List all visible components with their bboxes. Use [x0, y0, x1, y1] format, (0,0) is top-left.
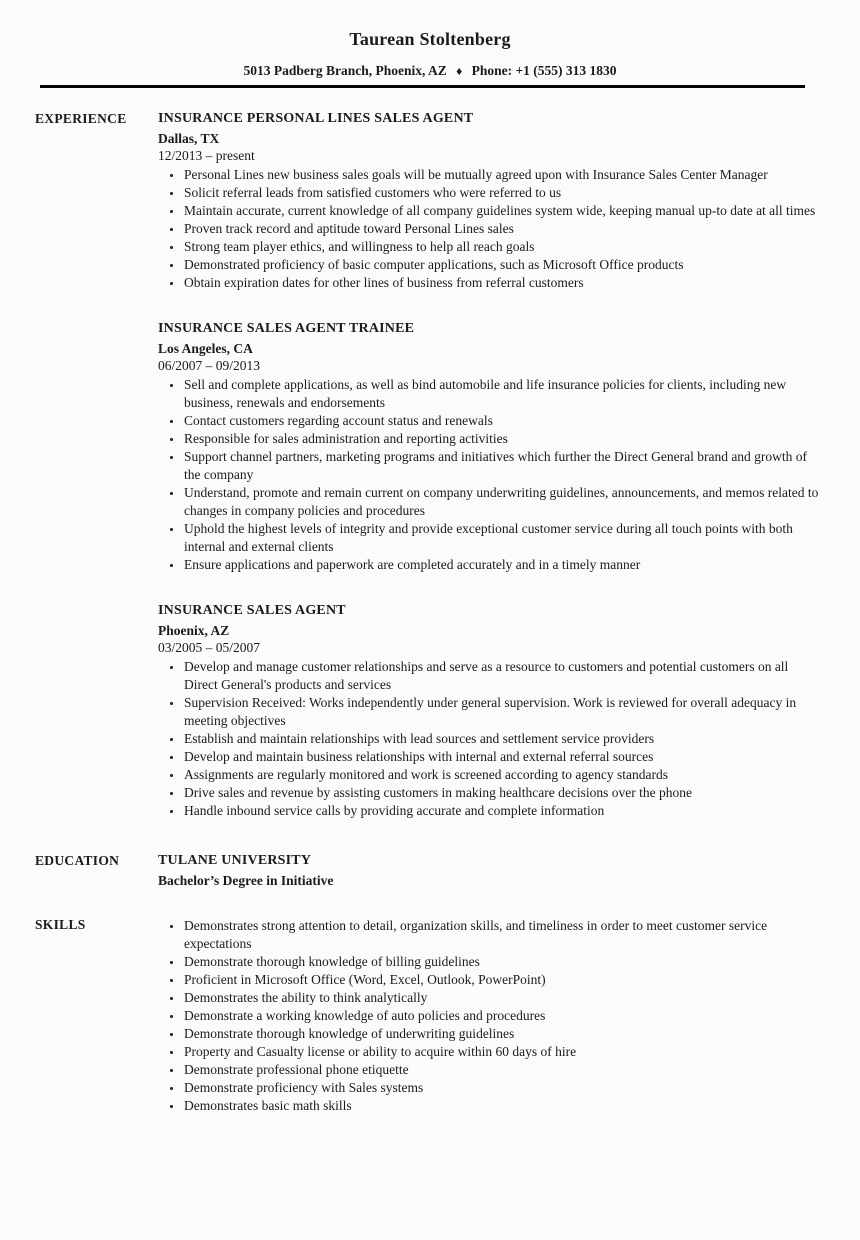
- diamond-separator-icon: ♦: [456, 64, 463, 78]
- resume-name: Taurean Stoltenberg: [349, 29, 511, 49]
- job-location: Phoenix, AZ: [158, 623, 230, 638]
- experience-content: [158, 109, 825, 820]
- section-skills: [35, 915, 825, 1115]
- bullet-item: • Develop and maintain business relationships with internal and external referral sources: [183, 748, 825, 766]
- bullet-item: • Obtain expiration dates for other lines of business from referral customers: [183, 274, 825, 292]
- bullet-item: • Demonstrated proficiency of basic computer applications, such as Microsoft Office products: [183, 256, 825, 274]
- contact-address: 5013 Padberg Branch, Phoenix, AZ: [243, 63, 447, 78]
- bullet-item: • Ensure applications and paperwork are completed accurately and in a timely manner: [183, 556, 825, 574]
- header-divider: [40, 85, 805, 88]
- bullet-item: • Uphold the highest levels of integrity and provide exceptional customer service during all touch points with both internal and external clients: [183, 520, 825, 556]
- bullet-item: • Support channel partners, marketing programs and initiatives which further the Direct General brand and growth of the company: [183, 448, 825, 484]
- bullet-item: • Demonstrate professional phone etiquette: [183, 1061, 825, 1079]
- bullet-item: • Proficient in Microsoft Office (Word, Excel, Outlook, PowerPoint): [183, 971, 825, 989]
- contact-line: [35, 63, 825, 79]
- bullet-item: • Handle inbound service calls by providing accurate and complete information: [183, 802, 825, 820]
- bullet-item: • Supervision Received: Works independently under general supervision. Work is reviewed for overall adequacy in meeting objectives: [183, 694, 825, 730]
- bullet-item: • Assignments are regularly monitored and work is screened according to agency standards: [183, 766, 825, 784]
- job-bullet-list: [158, 376, 825, 574]
- job-dates: 06/2007 – 09/2013: [158, 358, 261, 373]
- job-title: INSURANCE PERSONAL LINES SALES AGENT: [158, 111, 474, 126]
- bullet-item: • Property and Casualty license or ability to acquire within 60 days of hire: [183, 1043, 825, 1061]
- school-name: TULANE UNIVERSITY: [158, 853, 312, 868]
- bullet-item: • Maintain accurate, current knowledge of all company guidelines system wide, keeping manual up-to date at all times: [183, 202, 825, 220]
- section-experience: [35, 109, 825, 820]
- skills-label: SKILLS: [35, 917, 86, 932]
- bullet-item: • Understand, promote and remain current on company underwriting guidelines, announcements, and memos related to changes in company policies and procedures: [183, 484, 825, 520]
- bullet-item: • Establish and maintain relationships with lead sources and settlement service providers: [183, 730, 825, 748]
- job-entry-1: [158, 109, 825, 292]
- bullet-item: • Demonstrate a working knowledge of auto policies and procedures: [183, 1007, 825, 1025]
- degree: Bachelor’s Degree in Initiative: [158, 873, 334, 888]
- bullet-item: • Contact customers regarding account status and renewals: [183, 412, 825, 430]
- bullet-item: • Demonstrates strong attention to detail, organization skills, and timeliness in order to meet customer service expectations: [183, 917, 825, 953]
- bullet-item: • Sell and complete applications, as well as bind automobile and life insurance policies for clients, including new business, renewals and endorsements: [183, 376, 825, 412]
- bullet-item: • Strong team player ethics, and willingness to help all reach goals: [183, 238, 825, 256]
- experience-label: EXPERIENCE: [35, 111, 127, 126]
- section-education: [35, 851, 825, 890]
- skills-bullet-list: [158, 917, 825, 1115]
- job-dates: 12/2013 – present: [158, 148, 255, 163]
- job-bullet-list: [158, 166, 825, 292]
- bullet-item: • Drive sales and revenue by assisting customers in making healthcare decisions over the phone: [183, 784, 825, 802]
- job-location: Dallas, TX: [158, 131, 220, 146]
- bullet-item: • Personal Lines new business sales goals will be mutually agreed upon with Insurance Sales Center Manager: [183, 166, 825, 184]
- bullet-item: • Demonstrate proficiency with Sales systems: [183, 1079, 825, 1097]
- bullet-item: • Demonstrate thorough knowledge of underwriting guidelines: [183, 1025, 825, 1043]
- job-location: Los Angeles, CA: [158, 341, 253, 356]
- job-bullet-list: [158, 658, 825, 820]
- bullet-item: • Responsible for sales administration and reporting activities: [183, 430, 825, 448]
- contact-phone: Phone: +1 (555) 313 1830: [471, 63, 617, 78]
- job-entry-3: [158, 601, 825, 820]
- bullet-item: • Demonstrates basic math skills: [183, 1097, 825, 1115]
- bullet-item: • Solicit referral leads from satisfied customers who were referred to us: [183, 184, 825, 202]
- bullet-item: • Proven track record and aptitude toward Personal Lines sales: [183, 220, 825, 238]
- education-content: [158, 851, 825, 890]
- job-dates: 03/2005 – 05/2007: [158, 640, 261, 655]
- job-title: INSURANCE SALES AGENT: [158, 603, 346, 618]
- bullet-item: • Demonstrates the ability to think analytically: [183, 989, 825, 1007]
- job-entry-2: [158, 319, 825, 574]
- job-title: INSURANCE SALES AGENT TRAINEE: [158, 321, 415, 336]
- bullet-item: • Demonstrate thorough knowledge of billing guidelines: [183, 953, 825, 971]
- education-label: EDUCATION: [35, 853, 120, 868]
- skills-content: [158, 915, 825, 1115]
- bullet-item: • Develop and manage customer relationships and serve as a resource to customers and potential customers on all Direct General's products and services: [183, 658, 825, 694]
